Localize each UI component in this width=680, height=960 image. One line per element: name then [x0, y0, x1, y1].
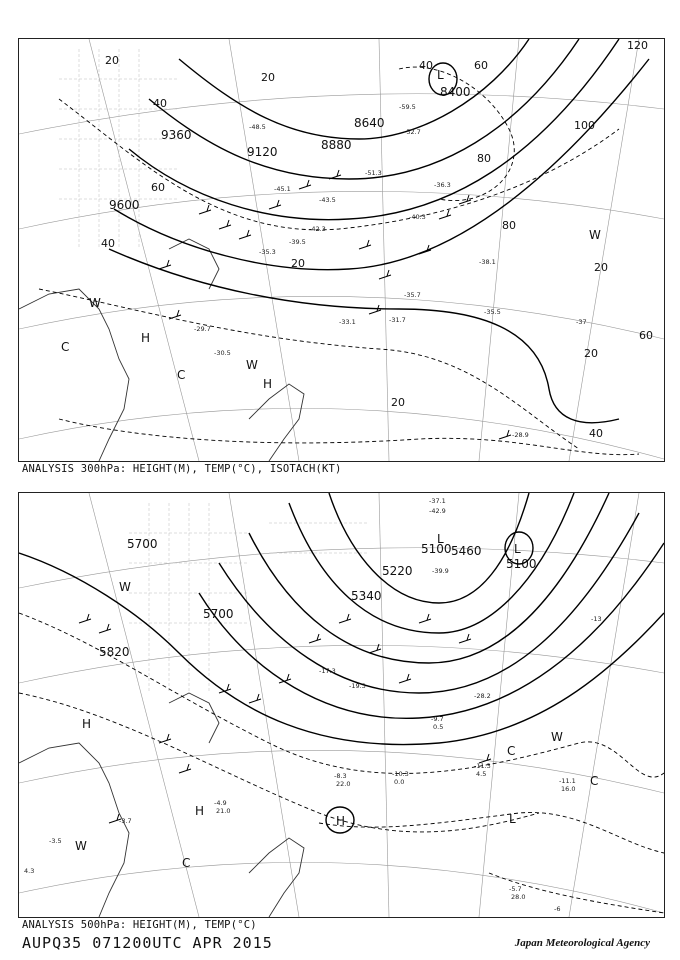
- height-label-5820: 5820: [99, 645, 130, 659]
- isotach-label: 80: [502, 219, 516, 232]
- height-label-5220: 5220: [382, 564, 413, 578]
- high-center: H: [195, 804, 205, 818]
- analysis-500hpa-map: [18, 492, 665, 918]
- station-temp: -43.5: [319, 196, 336, 204]
- analysis-300hpa-map: [18, 38, 665, 462]
- station-temp: -30.5: [214, 349, 231, 357]
- low-center: L: [514, 542, 521, 556]
- low-center: L: [437, 532, 444, 546]
- height-contours: [109, 39, 649, 423]
- wind-barbs: [79, 614, 491, 823]
- isotach-label: 60: [474, 59, 488, 72]
- isotach-label: 100: [574, 119, 595, 132]
- high-center: H: [82, 717, 92, 731]
- height-label-5460: 5460: [451, 544, 482, 558]
- cold-center: C: [507, 744, 516, 758]
- height-label-9120: 9120: [247, 145, 278, 159]
- isotach-label: 20: [105, 54, 119, 67]
- isotach-label: 60: [639, 329, 653, 342]
- isotach-label: 20: [261, 71, 275, 84]
- station-temp: -48.5: [249, 123, 266, 131]
- station-temp: -11.1: [559, 777, 576, 785]
- wind-barbs: [159, 170, 511, 439]
- station-temp: -17.3: [319, 667, 336, 675]
- station-temp: -29.7: [194, 325, 211, 333]
- station-temp: 0.5: [433, 723, 444, 731]
- high-center: H: [141, 331, 151, 345]
- warm-center: W: [246, 358, 258, 372]
- isotach-label: 40: [101, 237, 115, 250]
- station-temp: -10.3: [392, 770, 409, 778]
- station-temp: -35.3: [259, 248, 276, 256]
- station-temp: -42.9: [429, 507, 446, 515]
- graticule: [19, 493, 664, 917]
- station-temp: -45.1: [274, 185, 291, 193]
- isotach-label: 120: [627, 39, 648, 52]
- station-temp: 16.0: [561, 785, 576, 793]
- station-temp: -31.7: [389, 316, 406, 324]
- caption-500hpa: ANALYSIS 500hPa: HEIGHT(M), TEMP(°C): [22, 919, 257, 931]
- height-label-8640: 8640: [354, 116, 385, 130]
- warm-center: W: [119, 580, 131, 594]
- cold-center: C: [182, 856, 191, 870]
- height-label-5100: 5100: [421, 542, 452, 556]
- analysis-hatch: [129, 503, 369, 693]
- station-temp: -39.5: [289, 238, 306, 246]
- isotach-label: 20: [594, 261, 608, 274]
- height-label-8400: 8400: [440, 85, 471, 99]
- station-temp: -13: [591, 615, 602, 623]
- height-label-5700: 5700: [127, 537, 158, 551]
- height-contours: [19, 493, 664, 745]
- station-temp: -8.3: [334, 772, 347, 780]
- isotach-label: 40: [419, 59, 433, 72]
- height-label-5340: 5340: [351, 589, 382, 603]
- station-temp: -3.5: [49, 837, 62, 845]
- high-center: H: [263, 377, 273, 391]
- cold-center: C: [177, 368, 186, 382]
- station-temp: -11.3: [474, 762, 491, 770]
- station-temp: -5.7: [509, 885, 522, 893]
- bulletin-code: AUPQ35 071200UTC APR 2015: [22, 934, 273, 952]
- station-temp: -3.7: [119, 817, 132, 825]
- station-temp: -33.1: [339, 318, 356, 326]
- low-center: L: [509, 812, 516, 826]
- agency-name: Japan Meteorological Agency: [514, 937, 650, 949]
- isotach-label: 40: [153, 97, 167, 110]
- map-300hpa-svg: [19, 39, 664, 461]
- cold-center: C: [590, 774, 599, 788]
- map-500hpa-svg: [19, 493, 664, 917]
- height-label-5100: 5100: [506, 557, 537, 571]
- height-label-5700: 5700: [203, 607, 234, 621]
- coastlines: [19, 693, 304, 917]
- warm-center: W: [89, 296, 101, 310]
- station-temp: -39.9: [432, 567, 449, 575]
- station-temp: -38.1: [479, 258, 496, 266]
- warm-center: W: [589, 228, 601, 242]
- low-center: L: [437, 68, 444, 82]
- station-temp: -4.9: [214, 799, 227, 807]
- high-center: H: [336, 814, 346, 828]
- warm-center: W: [551, 730, 563, 744]
- analysis-hatch: [59, 49, 179, 249]
- warm-center: W: [75, 839, 87, 853]
- height-label-9360: 9360: [161, 128, 192, 142]
- station-temp: -37.1: [429, 497, 446, 505]
- station-temp: -28.2: [474, 692, 491, 700]
- station-temp: -36.3: [434, 181, 451, 189]
- station-temp: -59.5: [399, 103, 416, 111]
- isotach-label: 20: [291, 257, 305, 270]
- isotach-label: 60: [151, 181, 165, 194]
- station-temp: -9.7: [431, 715, 444, 723]
- station-temp: 4.5: [476, 770, 487, 778]
- station-temp: -42.3: [309, 225, 326, 233]
- isotach-label: 40: [589, 427, 603, 440]
- station-temp: -19.3: [349, 682, 366, 690]
- cold-center: C: [61, 340, 70, 354]
- graticule: [19, 39, 664, 461]
- station-temp: 28.0: [511, 893, 526, 901]
- isotach-label: 20: [391, 396, 405, 409]
- station-temp: -37: [576, 318, 587, 326]
- station-temp: 22.0: [336, 780, 351, 788]
- isotach-label: 80: [477, 152, 491, 165]
- height-label-8880: 8880: [321, 138, 352, 152]
- station-temp: 4.3: [24, 867, 35, 875]
- station-temp: -28.9: [512, 431, 529, 439]
- caption-300hpa: ANALYSIS 300hPa: HEIGHT(M), TEMP(°C), ISOTACH(KT): [22, 463, 342, 475]
- station-temp: -51.3: [365, 169, 382, 177]
- station-temp: -40.3: [409, 213, 426, 221]
- station-temp: -35.7: [404, 291, 421, 299]
- isotach-label: 20: [584, 347, 598, 360]
- station-temp: 0.0: [394, 778, 405, 786]
- station-temp: 21.0: [216, 807, 231, 815]
- station-temp: -52.7: [404, 128, 421, 136]
- station-temp: -6: [554, 905, 561, 913]
- height-label-9600: 9600: [109, 198, 140, 212]
- station-temp: -35.5: [484, 308, 501, 316]
